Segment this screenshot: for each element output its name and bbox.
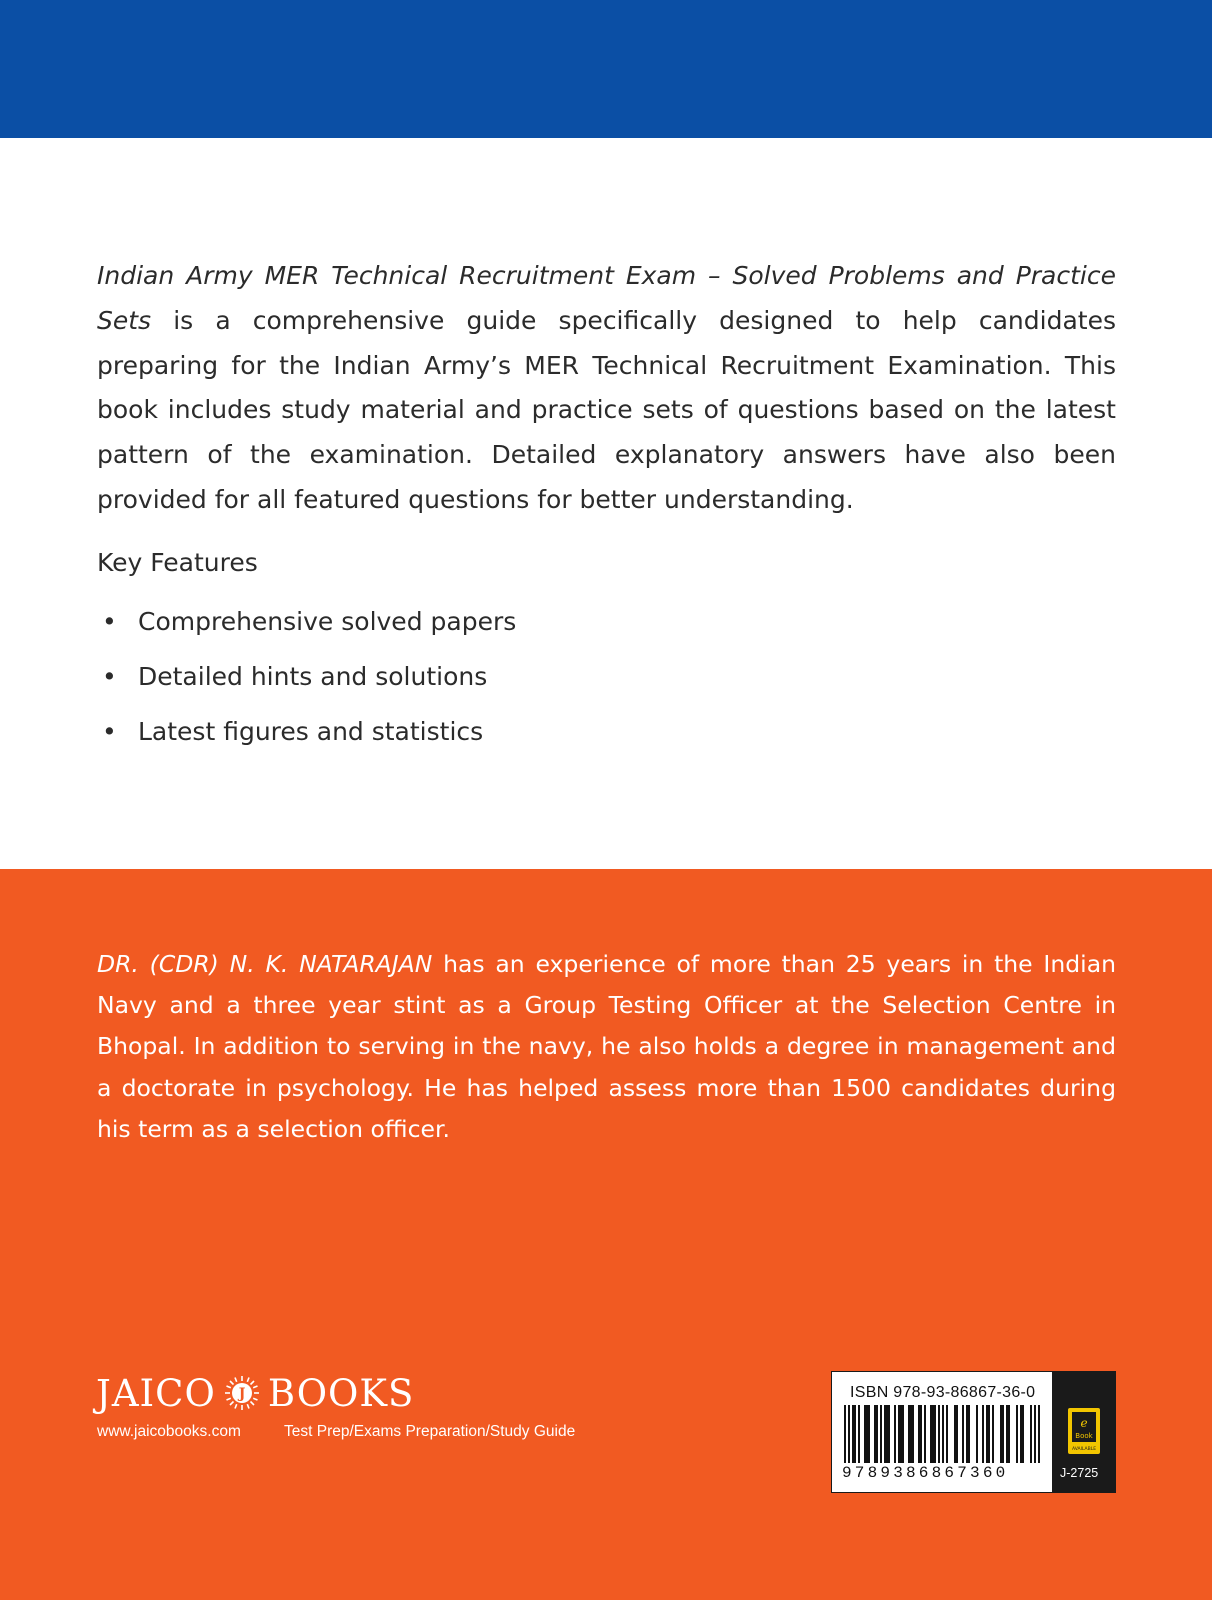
ebook-label-book: Book bbox=[1075, 1432, 1093, 1440]
barcode-bar bbox=[946, 1405, 948, 1463]
jaico-sun-icon bbox=[224, 1375, 260, 1411]
book-description bbox=[97, 254, 1116, 523]
bullet-icon: • bbox=[102, 717, 117, 746]
author-name: DR. (CDR) N. K. NATARAJAN bbox=[97, 950, 433, 978]
barcode-bar bbox=[1038, 1405, 1040, 1463]
barcode-bars bbox=[844, 1405, 1040, 1463]
logo-word-books: BOOKS bbox=[267, 1371, 415, 1415]
author-bio-text: has an experience of more than 25 years in the Indian Navy and a three year stint as a Group Testing Officer at the Selection Centre in Bhopal. In addition to serving in the navy, he also holds a degree in management and a doctorate in psychology. He has helped assess more than 1500 candidates during his term as a selection officer. bbox=[97, 950, 1116, 1143]
key-features-list bbox=[97, 602, 516, 767]
ebook-label-e: e bbox=[1080, 1416, 1088, 1430]
barcode-bar bbox=[1030, 1405, 1032, 1463]
publisher-logo bbox=[96, 1368, 414, 1418]
key-features-heading: Key Features bbox=[97, 548, 258, 577]
barcode-bar bbox=[874, 1405, 878, 1463]
barcode-bar bbox=[898, 1405, 904, 1463]
feature-text: Latest figures and statistics bbox=[138, 717, 484, 746]
barcode-bar bbox=[864, 1405, 870, 1463]
barcode-bar bbox=[942, 1405, 944, 1463]
barcode-bar bbox=[918, 1405, 922, 1463]
barcode-bar bbox=[930, 1405, 936, 1463]
isbn-barcode bbox=[831, 1371, 1116, 1493]
barcode-bar bbox=[852, 1405, 856, 1463]
ebook-available-icon bbox=[1067, 1407, 1101, 1455]
barcode-bar bbox=[924, 1405, 926, 1463]
bullet-icon: • bbox=[102, 607, 117, 636]
description-body: is a comprehensive guide specifically designed to help candidates preparing for the Indian Army’s MER Technical Recruitment Examination. This book includes study material and practice sets of questions based on the latest pattern of the examination. Detailed explanatory answers have also been provided for all featured questions for better understanding. bbox=[97, 305, 1116, 514]
barcode-bar bbox=[844, 1405, 846, 1463]
top-color-band bbox=[0, 0, 1212, 138]
ebook-label-available: AVAILABLE bbox=[1071, 1447, 1097, 1452]
author-bio bbox=[97, 944, 1116, 1150]
list-item bbox=[97, 602, 516, 657]
barcode-bar bbox=[982, 1405, 984, 1463]
barcode-bar bbox=[858, 1405, 860, 1463]
barcode-bar bbox=[938, 1405, 940, 1463]
isbn-text: ISBN 978-93-86867-36-0 bbox=[850, 1384, 1036, 1401]
barcode-bar bbox=[1034, 1405, 1036, 1463]
product-code: J-2725 bbox=[1060, 1466, 1099, 1480]
list-item bbox=[97, 657, 516, 712]
barcode-bar bbox=[880, 1405, 882, 1463]
feature-text: Detailed hints and solutions bbox=[138, 662, 488, 691]
barcode-digits: 9789386867360 bbox=[842, 1464, 1009, 1482]
publisher-website: www.jaicobooks.com bbox=[97, 1423, 241, 1440]
barcode-bar bbox=[1020, 1405, 1024, 1463]
logo-word-jaico: JAICO bbox=[96, 1371, 216, 1415]
bullet-icon: • bbox=[102, 662, 117, 691]
barcode-bar bbox=[1000, 1405, 1004, 1463]
logo-mark-letter: J bbox=[238, 1386, 246, 1402]
barcode-bar bbox=[986, 1405, 990, 1463]
barcode-bar bbox=[976, 1405, 978, 1463]
list-item bbox=[97, 712, 516, 767]
barcode-bar bbox=[962, 1405, 964, 1463]
barcode-bar bbox=[908, 1405, 914, 1463]
barcode-bar bbox=[992, 1405, 994, 1463]
barcode-bar bbox=[848, 1405, 850, 1463]
ebook-strip bbox=[1052, 1371, 1116, 1493]
barcode-bar bbox=[884, 1405, 890, 1463]
book-category: Test Prep/Exams Preparation/Study Guide bbox=[284, 1423, 576, 1440]
book-title: Indian Army MER Technical Recruitment Exam – Solved Problems and Practice Sets bbox=[97, 261, 1116, 335]
barcode-bar bbox=[894, 1405, 896, 1463]
barcode-bar bbox=[1016, 1405, 1018, 1463]
barcode-bar bbox=[966, 1405, 970, 1463]
feature-text: Comprehensive solved papers bbox=[138, 607, 517, 636]
barcode-bar bbox=[954, 1405, 958, 1463]
barcode-bar bbox=[1006, 1405, 1010, 1463]
